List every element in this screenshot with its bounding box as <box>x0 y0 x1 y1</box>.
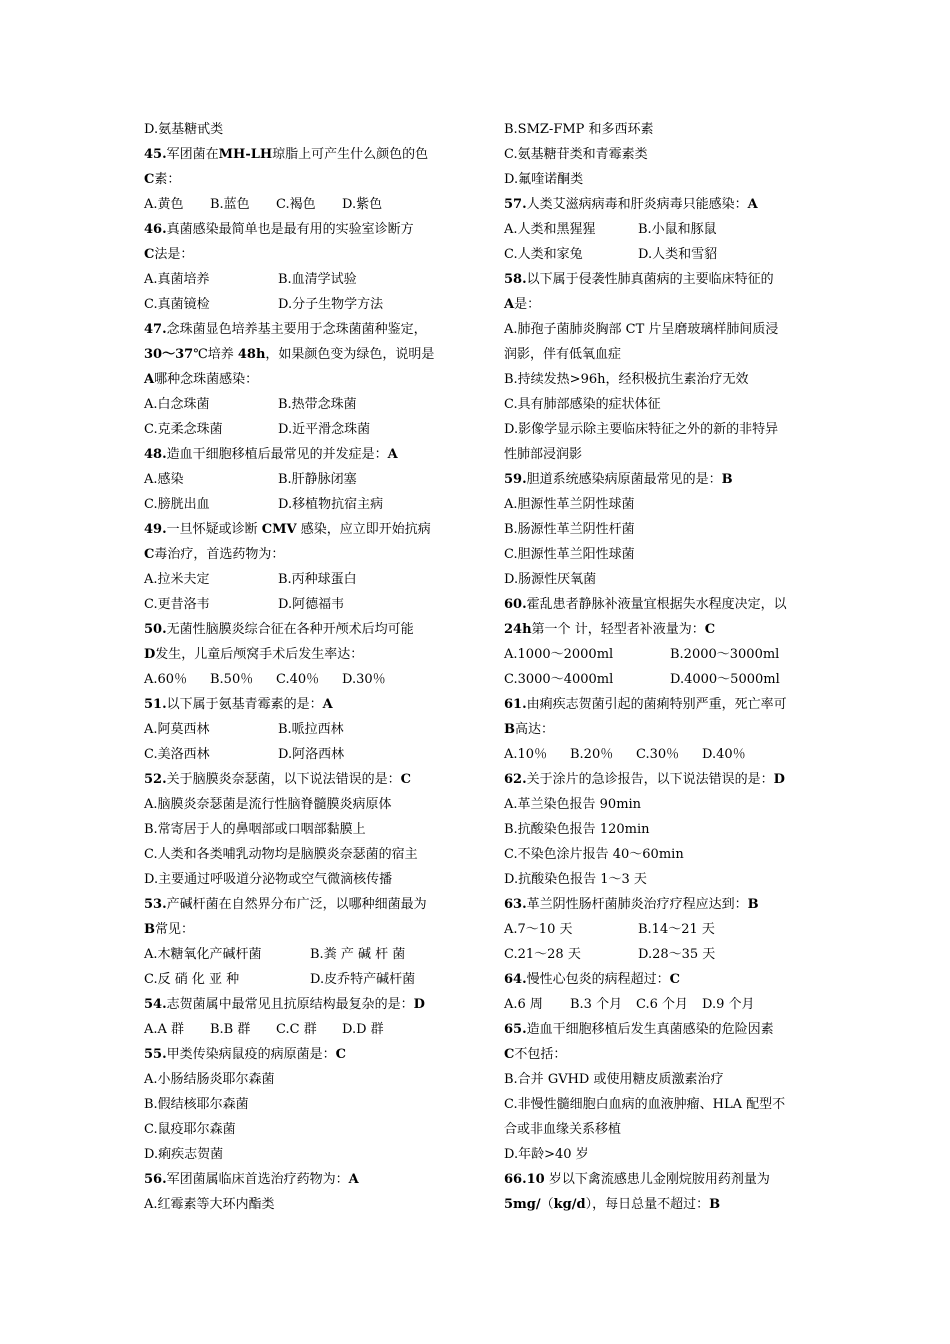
line-text: 军团菌属临床首选治疗药物为： <box>166 1172 349 1187</box>
question-number: 58. <box>504 272 527 287</box>
line-text: ，如果颜色变为绿色，说明是 <box>265 347 435 362</box>
options-row <box>144 467 450 492</box>
options-row <box>144 717 450 742</box>
line-text: D.肠源性厌氧菌 <box>504 572 597 587</box>
text-line <box>144 1067 450 1092</box>
question-line <box>144 142 450 167</box>
option-text: C.21～28 天 <box>504 947 581 962</box>
bold-text: B <box>144 922 155 937</box>
options-row <box>144 292 450 317</box>
text-line <box>504 1042 810 1067</box>
options-row <box>144 267 450 292</box>
question-number: 57. <box>504 197 527 212</box>
line-text: 造血干细胞移植后发生真菌感染的危险因素 <box>526 1022 774 1037</box>
question-number: 53. <box>144 897 167 912</box>
line-text: 甲类传染病鼠疫的病原菌是： <box>166 1047 336 1062</box>
bold-text: kg/d <box>553 1197 586 1212</box>
text-line <box>504 1142 810 1167</box>
line-text: C.不染色涂片报告 40～60min <box>504 847 684 862</box>
line-text: 岁以下禽流感患儿金刚烷胺用药剂量为 <box>544 1172 770 1187</box>
option-text: C.更昔洛韦 <box>144 597 210 612</box>
options-row <box>504 917 810 942</box>
option-text: D.皮乔特产碱杆菌 <box>310 972 416 987</box>
option-text: D.分子生物学方法 <box>278 297 384 312</box>
options-row <box>144 967 450 992</box>
line-text: C.具有肺部感染的症状体征 <box>504 397 661 412</box>
option-text: C.克柔念珠菌 <box>144 422 223 437</box>
option-text: C.美洛西林 <box>144 747 210 762</box>
line-text: C.非慢性髓细胞白血病的血液肿瘤、HLA 配型不 <box>504 1097 786 1112</box>
text-line <box>144 1117 450 1142</box>
line-text: 常见： <box>155 922 195 937</box>
option-text: D.紫色 <box>342 197 383 212</box>
option-text: C.30％ <box>636 747 680 762</box>
option-text: C.C 群 <box>276 1022 317 1037</box>
options-row <box>504 242 810 267</box>
text-line <box>504 617 810 642</box>
option-text: C.人类和家兔 <box>504 247 583 262</box>
options-row <box>144 567 450 592</box>
line-text: C.氨基糖苷类和青霉素类 <box>504 147 648 162</box>
option-text: A.阿莫西林 <box>144 722 210 737</box>
question-line <box>144 217 450 242</box>
line-text: B.抗酸染色报告 120min <box>504 822 650 837</box>
option-text: A.木糖氧化产碱杆菌 <box>144 947 262 962</box>
question-number: 55. <box>144 1047 167 1062</box>
bold-text: 30～37 <box>144 347 194 362</box>
line-text: D.痢疾志贺菌 <box>144 1147 224 1162</box>
option-text: C.褐色 <box>276 197 316 212</box>
option-text: B.2000～3000ml <box>670 647 780 662</box>
text-line <box>504 792 810 817</box>
text-line <box>504 367 810 392</box>
line-text: 感染，应立即开始抗病 <box>296 522 431 537</box>
text-line <box>504 117 810 142</box>
option-text: A.6 周 <box>504 997 543 1012</box>
options-row <box>504 667 810 692</box>
question-number: 47. <box>144 322 167 337</box>
option-text: B.B 群 <box>210 1022 251 1037</box>
option-text: A.1000～2000ml <box>504 647 614 662</box>
line-text: ℃培养 <box>193 347 238 362</box>
bold-text: C <box>335 1047 346 1062</box>
bold-text: C <box>704 622 716 637</box>
text-line <box>504 292 810 317</box>
bold-text: 5mg/ <box>504 1197 541 1212</box>
text-line <box>144 792 450 817</box>
text-line <box>504 317 810 342</box>
option-text: A.A 群 <box>144 1022 185 1037</box>
options-row <box>144 742 450 767</box>
line-text: 慢性心包炎的病程超过： <box>526 972 670 987</box>
option-text: B.50％ <box>210 672 254 687</box>
bold-text: C <box>144 247 155 262</box>
line-text: 以下属于侵袭性肺真菌病的主要临床特征的 <box>526 272 774 287</box>
bold-text: A <box>322 697 333 712</box>
line-text: 关于涂片的急诊报告，以下说法错误的是： <box>526 772 774 787</box>
options-row <box>144 592 450 617</box>
question-line <box>144 517 450 542</box>
text-line <box>144 917 450 942</box>
line-text: C.人类和各类哺乳动物均是脑膜炎奈瑟菌的宿主 <box>144 847 418 862</box>
options-row <box>144 1017 450 1042</box>
options-row <box>144 492 450 517</box>
text-line <box>504 1092 810 1117</box>
line-text: 胆道系统感染病原菌最常见的是： <box>526 472 722 487</box>
options-row <box>504 642 810 667</box>
text-line <box>144 642 450 667</box>
text-line <box>144 117 450 142</box>
line-text: 高达： <box>515 722 555 737</box>
option-text: B.蓝色 <box>210 197 250 212</box>
line-text: D.年龄>40 岁 <box>504 1147 589 1162</box>
option-text: A.感染 <box>144 472 184 487</box>
text-line <box>144 167 450 192</box>
line-text: 霍乱患者静脉补液量宜根据失水程度决定，以 <box>526 597 787 612</box>
question-number: 56. <box>144 1172 167 1187</box>
question-line <box>144 992 450 1017</box>
option-text: C.6 个月 <box>636 997 689 1012</box>
option-text: D.阿德福韦 <box>278 597 345 612</box>
bold-text: 48h <box>237 347 266 362</box>
option-text: C.真菌镜检 <box>144 297 210 312</box>
text-line <box>144 342 450 367</box>
question-number: 54. <box>144 997 167 1012</box>
line-text: 造血干细胞移植后最常见的并发症是： <box>166 447 388 462</box>
line-text: 一旦怀疑或诊断 <box>166 522 262 537</box>
option-text: C.40％ <box>276 672 320 687</box>
bold-text: A <box>144 372 155 387</box>
line-text: 以下属于氨基青霉素的是： <box>166 697 323 712</box>
bold-text: B <box>709 1197 721 1212</box>
text-line <box>504 567 810 592</box>
line-text: 不包括： <box>514 1047 567 1062</box>
text-line <box>144 542 450 567</box>
line-text: B.合并 GVHD 或使用糖皮质激素治疗 <box>504 1072 724 1087</box>
option-text: B.粪 产 碱 杆 菌 <box>310 947 406 962</box>
line-text: B.常寄居于人的鼻咽部或口咽部黏膜上 <box>144 822 366 837</box>
question-line <box>144 692 450 717</box>
line-text: A.胆源性革兰阴性球菌 <box>504 497 635 512</box>
options-row <box>504 992 810 1017</box>
line-text: 志贺菌属中最常见且抗原结构最复杂的是： <box>166 997 414 1012</box>
question-line <box>504 1167 810 1192</box>
options-row <box>144 667 450 692</box>
line-text: ），每日总量不超过： <box>585 1197 710 1212</box>
option-text: A.10％ <box>504 747 548 762</box>
bold-text: 24h <box>504 622 532 637</box>
text-line <box>504 142 810 167</box>
bold-text: A <box>504 297 515 312</box>
question-number: 66.10 <box>504 1172 545 1187</box>
question-number: 46. <box>144 222 167 237</box>
text-line <box>504 1117 810 1142</box>
question-line <box>504 1017 810 1042</box>
option-text: B.血清学试验 <box>278 272 357 287</box>
question-number: 63. <box>504 897 527 912</box>
text-line <box>504 1192 810 1217</box>
bold-text: A <box>348 1172 359 1187</box>
question-line <box>144 892 450 917</box>
right-column <box>504 117 810 1217</box>
line-text: 产碱杆菌在自然界分布广泛，以哪种细菌最为 <box>166 897 427 912</box>
question-number: 62. <box>504 772 527 787</box>
line-text: C.鼠疫耶尔森菌 <box>144 1122 236 1137</box>
option-text: A.7～10 天 <box>504 922 573 937</box>
line-text: 人类艾滋病病毒和肝炎病毒只能感染： <box>526 197 748 212</box>
bold-text: A <box>387 447 398 462</box>
option-text: D.28～35 天 <box>638 947 716 962</box>
text-line <box>504 442 810 467</box>
line-text: 润影，伴有低氧血症 <box>504 347 622 362</box>
question-number: 51. <box>144 697 167 712</box>
question-line <box>504 192 810 217</box>
bold-text: D <box>144 647 156 662</box>
question-number: 52. <box>144 772 167 787</box>
line-text: 第一个 <box>531 622 575 637</box>
text-line <box>144 842 450 867</box>
line-text: B.假结核耶尔森菌 <box>144 1097 249 1112</box>
bold-text: MH-LH <box>218 147 273 162</box>
line-text: 关于脑膜炎奈瑟菌，以下说法错误的是： <box>166 772 401 787</box>
options-row <box>144 392 450 417</box>
question-line <box>144 617 450 642</box>
question-line <box>144 767 450 792</box>
question-line <box>504 767 810 792</box>
bold-text: C <box>144 172 155 187</box>
text-line <box>144 367 450 392</box>
line-text: B.持续发热>96h，经积极抗生素治疗无效 <box>504 372 749 387</box>
line-text: B.肠源性革兰阴性杆菌 <box>504 522 635 537</box>
question-line <box>504 592 810 617</box>
line-text: 无菌性脑膜炎综合征在各种开颅术后均可能 <box>166 622 414 637</box>
text-line <box>144 242 450 267</box>
line-text: 合或非血缘关系移植 <box>504 1122 622 1137</box>
option-text: D.40％ <box>702 747 746 762</box>
text-line <box>504 517 810 542</box>
option-text: D.近平滑念珠菌 <box>278 422 371 437</box>
option-text: D.D 群 <box>342 1022 384 1037</box>
option-text: A.黄色 <box>144 197 184 212</box>
text-line <box>504 417 810 442</box>
line-text: D.主要通过呼吸道分泌物或空气微滴核传播 <box>144 872 393 887</box>
bold-text: A <box>747 197 758 212</box>
option-text: B.14～21 天 <box>638 922 715 937</box>
question-line <box>504 967 810 992</box>
line-text: （ <box>540 1197 554 1212</box>
line-text: 计，轻型者补液量为： <box>574 622 705 637</box>
question-line <box>504 892 810 917</box>
line-text: A.红霉素等大环内酯类 <box>144 1197 275 1212</box>
bold-text: D <box>773 772 785 787</box>
text-line <box>144 1142 450 1167</box>
options-row <box>144 192 450 217</box>
text-line <box>504 167 810 192</box>
question-line <box>144 1167 450 1192</box>
line-text: D.氨基糖甙类 <box>144 122 224 137</box>
question-number: 45. <box>144 147 167 162</box>
line-text: 素： <box>154 172 181 187</box>
bold-text: B <box>721 472 733 487</box>
option-text: B.丙种球蛋白 <box>278 572 357 587</box>
line-text: A.脑膜炎奈瑟菌是流行性脑脊髓膜炎病原体 <box>144 797 392 812</box>
text-line <box>504 817 810 842</box>
option-text: B.热带念珠菌 <box>278 397 357 412</box>
option-text: D.9 个月 <box>702 997 755 1012</box>
question-number: 48. <box>144 447 167 462</box>
options-row <box>144 942 450 967</box>
bold-text: C <box>400 772 411 787</box>
text-line <box>504 842 810 867</box>
question-line <box>504 267 810 292</box>
question-number: 59. <box>504 472 527 487</box>
option-text: A.真菌培养 <box>144 272 210 287</box>
option-text: D.30％ <box>342 672 386 687</box>
option-text: A.人类和黑猩猩 <box>504 222 596 237</box>
question-line <box>504 467 810 492</box>
option-text: D.4000～5000ml <box>670 672 780 687</box>
text-line <box>504 342 810 367</box>
text-line <box>504 717 810 742</box>
question-number: 49. <box>144 522 167 537</box>
option-text: B.20％ <box>570 747 614 762</box>
line-text: 革兰阴性肠杆菌肺炎治疗疗程应达到： <box>526 897 748 912</box>
option-text: B.哌拉西林 <box>278 722 344 737</box>
bold-text: CMV <box>261 522 297 537</box>
question-line <box>504 692 810 717</box>
text-line <box>504 492 810 517</box>
text-line <box>144 867 450 892</box>
line-text: 是： <box>514 297 541 312</box>
bold-text: C <box>504 1047 515 1062</box>
line-text: D.氟喹诺酮类 <box>504 172 584 187</box>
bold-text: D <box>413 997 425 1012</box>
line-text: 哪种念珠菌感染： <box>154 372 259 387</box>
option-text: C.3000～4000ml <box>504 672 614 687</box>
line-text: 法是： <box>154 247 194 262</box>
option-text: D.移植物抗宿主病 <box>278 497 384 512</box>
line-text: 军团菌在 <box>166 147 219 162</box>
options-row <box>504 742 810 767</box>
question-line <box>144 1042 450 1067</box>
line-text: 真菌感染最简单也是最有用的实验室诊断方 <box>166 222 414 237</box>
text-line <box>504 542 810 567</box>
question-line <box>144 442 450 467</box>
text-line <box>144 1092 450 1117</box>
option-text: B.肝静脉闭塞 <box>278 472 357 487</box>
question-number: 61. <box>504 697 527 712</box>
bold-text: C <box>144 547 155 562</box>
line-text: C.胆源性革兰阳性球菌 <box>504 547 635 562</box>
options-row <box>504 942 810 967</box>
line-text: A.肺孢子菌肺炎胸部 CT 片呈磨玻璃样肺间质浸 <box>504 322 779 337</box>
question-line <box>144 317 450 342</box>
bold-text: B <box>747 897 759 912</box>
line-text: 发生，儿童后颅窝手术后发生率达： <box>155 647 364 662</box>
option-text: A.拉米夫定 <box>144 572 210 587</box>
options-row <box>144 417 450 442</box>
option-text: B.小鼠和豚鼠 <box>638 222 717 237</box>
line-text: A.小肠结肠炎耶尔森菌 <box>144 1072 275 1087</box>
option-text: D.阿洛西林 <box>278 747 345 762</box>
option-text: B.3 个月 <box>570 997 623 1012</box>
left-column <box>144 117 450 1217</box>
text-line <box>504 392 810 417</box>
question-number: 50. <box>144 622 167 637</box>
text-line <box>144 1192 450 1217</box>
line-text: 由痢疾志贺菌引起的菌痢特别严重，死亡率可 <box>526 697 787 712</box>
line-text: B.SMZ-FMP 和多西环素 <box>504 122 654 137</box>
line-text: 毒治疗，首选药物为： <box>154 547 285 562</box>
line-text: 念珠菌显色培养基主要用于念珠菌菌种鉴定， <box>166 322 427 337</box>
option-text: C.反 硝 化 亚 种 <box>144 972 240 987</box>
option-text: A.60％ <box>144 672 188 687</box>
options-row <box>504 217 810 242</box>
line-text: 性肺部浸润影 <box>504 447 583 462</box>
line-text: A.革兰染色报告 90min <box>504 797 642 812</box>
text-line <box>144 817 450 842</box>
question-number: 65. <box>504 1022 527 1037</box>
question-number: 64. <box>504 972 527 987</box>
line-text: 琼脂上可产生什么颜色的色 <box>272 147 429 162</box>
option-text: D.人类和雪貂 <box>638 247 718 262</box>
bold-text: C <box>669 972 680 987</box>
line-text: D.影像学显示除主要临床特征之外的新的非特异 <box>504 422 779 437</box>
text-line <box>504 1067 810 1092</box>
option-text: C.膀胱出血 <box>144 497 210 512</box>
text-line <box>504 867 810 892</box>
bold-text: B <box>504 722 515 737</box>
line-text: D.抗酸染色报告 1～3 天 <box>504 872 647 887</box>
question-number: 60. <box>504 597 527 612</box>
option-text: A.白念珠菌 <box>144 397 210 412</box>
